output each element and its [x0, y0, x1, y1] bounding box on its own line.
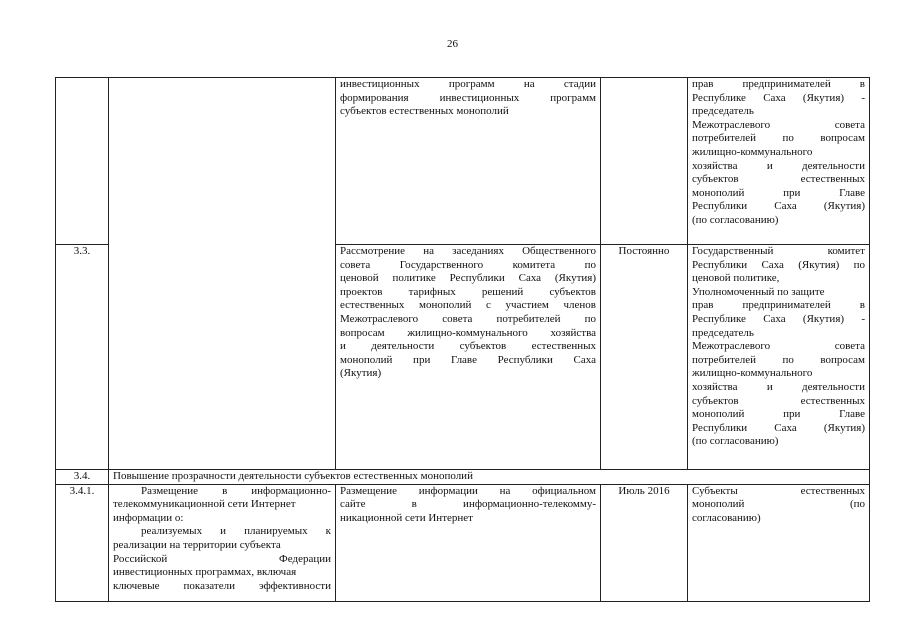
activity-line: вопросам жилищно-коммунального хозяйства [340, 326, 596, 339]
responsible-line: Республике Саха (Якутия) - [692, 91, 865, 104]
activity-line: (Якутия) [340, 367, 382, 380]
responsible-line: монополий при Главе [692, 186, 865, 199]
plan-table [55, 77, 870, 602]
activity-line: инвестиционных программ на стадии [340, 78, 596, 90]
item-number-cell: 3.4. [56, 470, 109, 485]
name-line: Российской Федерации [113, 552, 331, 565]
activity-cell [336, 245, 601, 470]
responsible-line: потребителей по вопросам [692, 132, 865, 145]
activity-line: проектов тарифных решений субъектов [340, 285, 596, 298]
item-name-cell [109, 484, 336, 601]
responsible-line: ценовой политике, [692, 272, 780, 285]
name-line: Размещение в информационно- [141, 484, 331, 497]
activity-line: никационной сети Интернет [340, 511, 473, 524]
activity-line: ценовой политике Республики Саха (Якутия) [340, 272, 596, 285]
responsible-cell [688, 78, 870, 245]
responsible-line: прав предпринимателей в [692, 78, 865, 90]
responsible-line: Республике Саха (Якутия) - [692, 312, 865, 325]
activity-line: формирования инвестиционных программ [340, 91, 596, 104]
responsible-line: председатель [692, 105, 754, 118]
responsible-line: Межотраслевого совета [692, 340, 865, 353]
activity-line: совета Государственного комитета по [340, 258, 596, 271]
responsible-line: хозяйства и деятельности [692, 159, 865, 172]
item-name-cell [109, 78, 336, 470]
name-line: информации о: [113, 511, 184, 524]
responsible-line: председатель [692, 326, 754, 339]
responsible-cell [688, 484, 870, 601]
item-number-cell: 3.4.1. [56, 484, 109, 601]
section-title: Повышение прозрачности деятельности субъектов естественных монополий [109, 470, 870, 485]
activity-cell [336, 78, 601, 245]
responsible-line: монополий (по [692, 498, 865, 511]
responsible-line: (по согласованию) [692, 435, 779, 448]
activity-line: монополий при Главе Республики Саха [340, 353, 596, 366]
name-line: ключевые показатели эффективности [113, 579, 331, 592]
activity-line: сайте в информационно-телекомму- [340, 498, 596, 511]
responsible-line: потребителей по вопросам [692, 353, 865, 366]
responsible-line: Субъекты естественных [692, 484, 865, 497]
responsible-line: субъектов естественных [692, 394, 865, 407]
responsible-line: Республики Саха (Якутия) по [692, 258, 865, 271]
responsible-line: монополий при Главе [692, 408, 865, 421]
term-cell [601, 78, 688, 245]
responsible-line: хозяйства и деятельности [692, 380, 865, 393]
responsible-cell [688, 245, 870, 470]
responsible-line: согласованию) [692, 511, 761, 524]
responsible-line: жилищно-коммунального [692, 367, 813, 380]
responsible-line: Республики Саха (Якутия) [692, 200, 865, 213]
term-cell: Июль 2016 [601, 484, 688, 601]
page-number: 26 [447, 38, 458, 50]
responsible-line: (по согласованию) [692, 213, 779, 226]
responsible-line: Республики Саха (Якутия) [692, 421, 865, 434]
term-cell: Постоянно [601, 245, 688, 470]
name-line: телекоммуникационной сети Интернет [113, 498, 296, 511]
activity-line: Рассмотрение на заседаниях Общественного [340, 245, 596, 257]
responsible-line: Государственный комитет [692, 245, 865, 257]
activity-line: Размещение информации на официальном [340, 484, 596, 497]
activity-cell [336, 484, 601, 601]
name-line: реализуемых и планируемых к [141, 525, 331, 538]
activity-line: естественных монополий с участием членов [340, 299, 596, 312]
section-row [56, 470, 870, 485]
table-row [56, 78, 870, 245]
item-number-cell [56, 78, 109, 245]
name-line: инвестиционных программах, включая [113, 566, 297, 579]
responsible-line: прав предпринимателей в [692, 299, 865, 312]
activity-line: субъектов естественных монополий [340, 105, 509, 118]
responsible-line: жилищно-коммунального [692, 145, 813, 158]
responsible-line: Уполномоченный по защите [692, 285, 825, 298]
item-number-cell: 3.3. [56, 245, 109, 470]
activity-line: и деятельности субъектов естественных [340, 340, 596, 353]
responsible-line: Межотраслевого совета [692, 118, 865, 131]
table-row [56, 484, 870, 601]
activity-line: Межотраслевого совета потребителей по [340, 312, 596, 325]
name-line: реализации на территории субъекта [113, 538, 281, 551]
responsible-line: субъектов естественных [692, 173, 865, 186]
